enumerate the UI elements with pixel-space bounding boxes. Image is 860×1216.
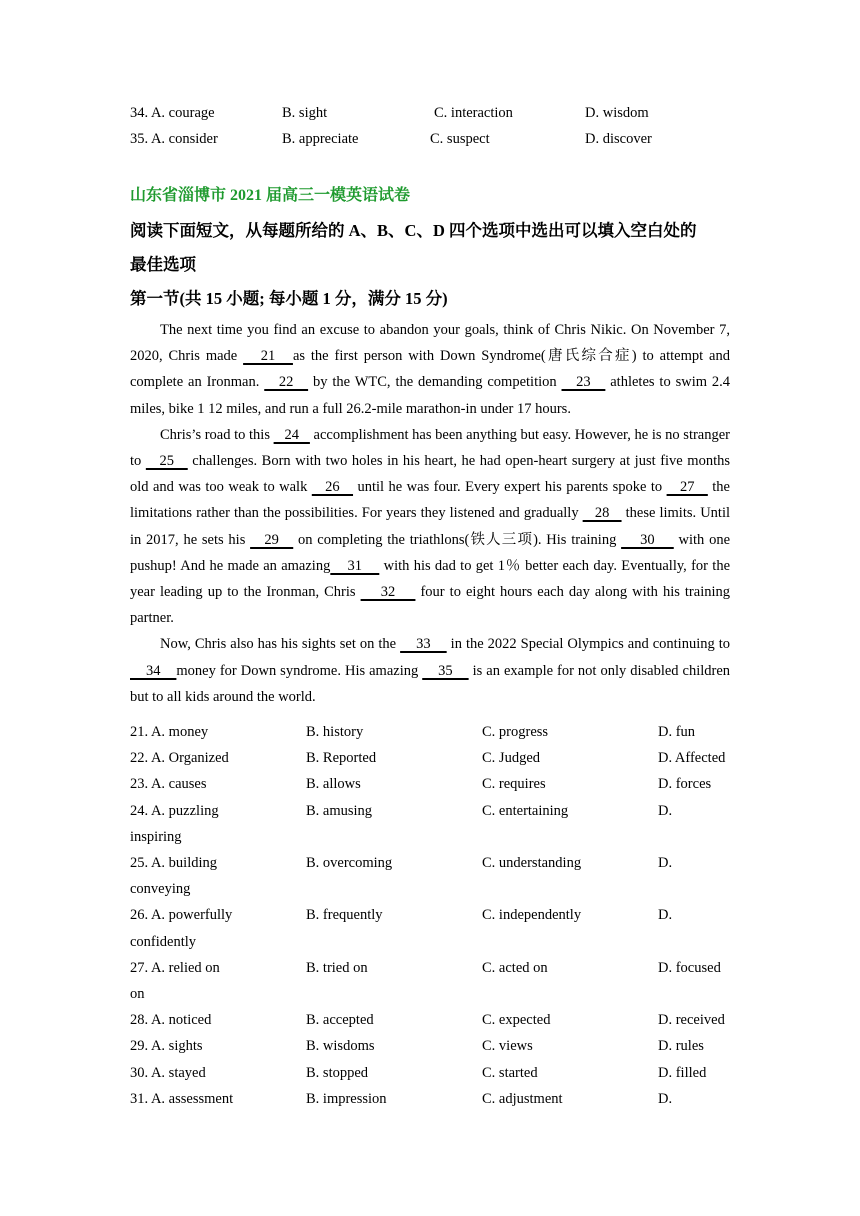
option-d: D. [658, 802, 673, 819]
blank-22: 22 [264, 374, 309, 391]
option-c: C. Judged [482, 750, 540, 767]
option-b: B. overcoming [306, 854, 393, 871]
option-b: B. tried on [306, 959, 368, 976]
option-c: C. requires [482, 776, 546, 793]
option-d-text: conveying [130, 881, 191, 898]
option-a: 27. A. relied on [130, 959, 220, 976]
option-c: C. progress [482, 724, 549, 740]
question-row [130, 745, 740, 771]
option-d-text: on [130, 985, 145, 1002]
option-b: B. Reported [306, 750, 377, 767]
blank-28: 28 [582, 505, 622, 522]
option-b: B. frequently [306, 907, 383, 924]
option-d-text: confidently [130, 933, 197, 950]
option-b: B. history [306, 724, 364, 740]
question-row [130, 1033, 740, 1059]
option-c: C. adjustment [482, 1090, 563, 1107]
blank-32: 32 [360, 584, 416, 601]
section-title: 山东省淄博市 2021 届高三一模英语试卷 [130, 187, 411, 204]
blank-26: 26 [311, 479, 354, 496]
blank-34: 34 [130, 662, 177, 679]
option-c: C. understanding [482, 854, 582, 871]
option-a: 30. A. stayed [130, 1064, 206, 1081]
question-row [130, 902, 740, 954]
option-d: D. [658, 1090, 673, 1107]
option-a: 35. A. consider [130, 131, 218, 147]
option-d-text: inspiring [130, 828, 182, 845]
option-c: C. independently [482, 907, 582, 924]
option-d: D. [658, 854, 673, 871]
blank-30: 30 [621, 531, 674, 548]
question-options [130, 719, 740, 1112]
blank-29: 29 [250, 531, 294, 548]
question-row [130, 1060, 740, 1086]
option-d: D. discover [585, 131, 652, 147]
option-c: C. interaction [434, 105, 513, 121]
question-row [130, 771, 740, 797]
blank-24: 24 [273, 426, 310, 443]
blank-27: 27 [666, 479, 708, 496]
option-b: B. appreciate [282, 131, 359, 147]
option-a: 25. A. building [130, 854, 218, 871]
option-c: C. suspect [430, 131, 490, 147]
option-c: C. entertaining [482, 802, 569, 819]
option-b: B. sight [282, 105, 328, 121]
instruction-line-1: 阅读下面短文，从每题所给的 A、B、C、D 四个选项中选出可以填入空白处的 [130, 221, 697, 240]
question-row [130, 1007, 740, 1033]
blank-23: 23 [561, 374, 606, 391]
blank-25: 25 [145, 453, 188, 470]
passage-paragraph-2: Chris’s road to this 24 accomplishment has been anything but easy. However, he is no stranger to 25 challenges. Born with two holes in his heart, he had open-heart surgery at just five months old and was too weak to walk 26 until he was four. Every expert his parents spoke to 27 the limitations rather than the possibilities. For years they listened and gradually 28 these limits. Until in 2017, he sets his 29 on completing the triathlons(铁人三项). His training 30 with one pushup! And he made an amazing 31 with his dad to get 1％ better each day. Eventually, for the year leading up to the Ironman, Chris 32 four to eight hours each day along with his training partner. [130, 426, 731, 627]
option-c: C. views [482, 1038, 533, 1055]
instruction-line-2: 最佳选项 [130, 255, 196, 274]
option-d: D. focused [658, 959, 721, 976]
option-a: 26. A. powerfully [130, 907, 233, 924]
blank-21: 21 [243, 348, 293, 365]
option-a: 24. A. puzzling [130, 802, 219, 819]
part-title: 第一节(共 15 小题; 每小题 1 分，满分 15 分) [130, 289, 448, 308]
blank-31: 31 [330, 557, 380, 574]
option-b: B. allows [306, 776, 361, 793]
option-a: 31. A. assessment [130, 1090, 234, 1107]
option-a: 28. A. noticed [130, 1012, 212, 1029]
option-d: D. fun [658, 724, 696, 740]
option-a: 21. A. money [130, 724, 209, 740]
option-b: B. stopped [306, 1064, 369, 1081]
reading-passage [130, 317, 730, 710]
option-b: B. accepted [306, 1012, 374, 1029]
option-d: D. rules [658, 1038, 704, 1055]
option-c: C. expected [482, 1012, 551, 1029]
option-b: B. amusing [306, 802, 373, 819]
option-d: D. received [658, 1012, 725, 1029]
question-row [130, 719, 740, 745]
option-c: C. acted on [482, 959, 548, 976]
option-a: 22. A. Organized [130, 750, 229, 767]
blank-35: 35 [422, 662, 469, 679]
passage-paragraph-1: The next time you find an excuse to abandon your goals, think of Chris Nikic. On November 7, 2020, Chris made 21 as the first person with Down Syndrome(唐氏综合症) to attempt and complete an Ironman. 22 by the WTC, the demanding competition 23 athletes to swim 2.4 miles, bike 1 12 miles, and run a full 26.2-mile marathon-in under 17 hours. [130, 322, 731, 417]
question-row [130, 798, 740, 850]
option-d: D. forces [658, 776, 712, 793]
blank-33: 33 [400, 636, 447, 653]
option-a: 29. A. sights [130, 1038, 203, 1055]
option-d: D. Affected [658, 750, 726, 767]
option-a: 34. A. courage [130, 105, 215, 121]
option-c: C. started [482, 1064, 538, 1081]
option-d: D. wisdom [585, 105, 649, 121]
option-b: B. impression [306, 1090, 387, 1107]
passage-paragraph-3: Now, Chris also has his sights set on the 33 in the 2022 Special Olympics and continuing to 34 money for Down syndrome. His amazing 35 is an example for not only disabled children but to all kids around the world. [130, 636, 731, 705]
question-row [130, 850, 740, 902]
option-d: D. [658, 907, 673, 924]
option-a: 23. A. causes [130, 776, 207, 793]
option-d: D. filled [658, 1064, 707, 1081]
option-b: B. wisdoms [306, 1038, 375, 1055]
question-row [130, 955, 740, 1007]
question-row [130, 1086, 740, 1112]
